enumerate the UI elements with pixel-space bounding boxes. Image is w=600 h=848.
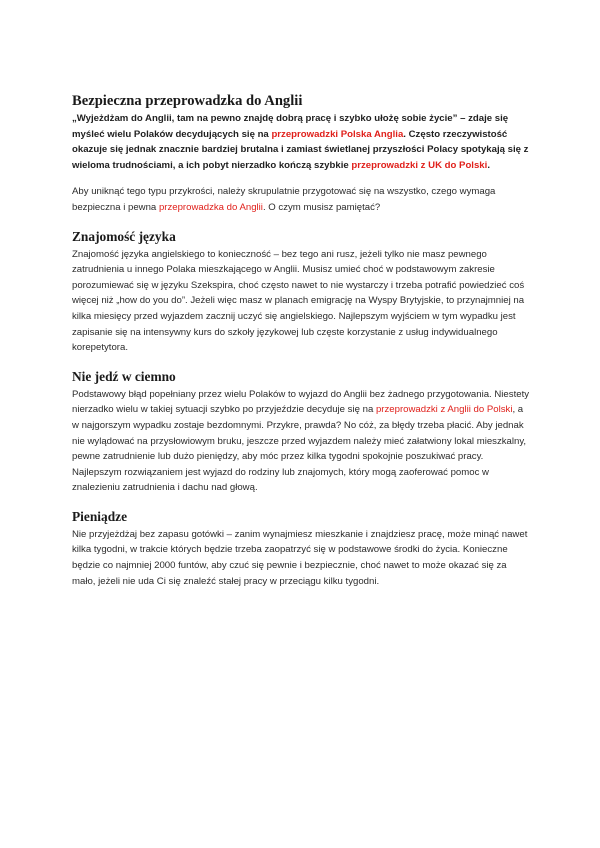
link-przeprowadzka-do-anglii[interactable]: przeprowadzka do Anglii	[158, 201, 263, 213]
section2-text-1: Podstawowy błąd popełniany przez wielu Polaków to wyjazd do Anglii bez żadnego przygotowania. Niestety nierzadko wielu w takiej sytuacji szybko po przyjeździe decyduje się na	[72, 388, 530, 416]
section-text-preparation	[72, 387, 532, 496]
intro-paragraph	[72, 111, 532, 173]
link-przeprowadzki-polska-anglia[interactable]: przeprowadzki Polska Anglia	[271, 128, 404, 140]
section-text-money: Nie przyjeżdżaj bez zapasu gotówki – zanim wynajmiesz mieszkanie i znajdziesz pracę, może minąć nawet kilka tygodni, w trakcie których będzie trzeba zaopatrzyć się w podstawowe środki do życia. Konieczne będzie co najmniej 2000 funtów, aby czuć się pewnie i bezpiecznie, choć nawet to może okazać się za mało, jeżeli nie uda Ci się znaleźć stałej pracy w przeciągu kilku tygodni.	[72, 528, 528, 587]
document-page	[72, 92, 532, 589]
section-heading-language: Znajomość języka	[72, 228, 176, 244]
section-text-language: Znajomość języka angielskiego to konieczność – bez tego ani rusz, jeżeli tylko nie masz pewnego zatrudnienia u innego Polaka mieszkającego w Anglii. Musisz umieć choć w podstawowym zakresie porozumiewać się w języku Szekspira, choć często nawet to nie wystarczy i trzeba potrafić powiedzieć coś więcej niż „how do you do”. Jeżeli więc masz w planach emigrację na Wyspy Brytyjskie, to przynajmniej na kilka miesięcy przed wyjazdem zacznij uczyć się angielskiego. Najlepszym wyjściem w tym wypadku jest zapisanie się na intensywny kurs do szkoły językowej lub częste korzystanie z usług indywidualnego korepetytora.	[72, 248, 525, 354]
second-paragraph	[72, 184, 532, 215]
link-przeprowadzki-uk-polska[interactable]: przeprowadzki z UK do Polski	[351, 159, 488, 171]
section2-text-2: , a w najgorszym wypadku zostaje bezdomnymi. Przykre, prawda? No cóż, za błędy trzeba płacić. Aby jednak nie wylądować na przysłowiowym bruku, jeszcze przed wyjazdem należy mieć załatwiony lokal mieszkalny, pewne zatrudnienie lub dużo pieniędzy, aby móc przez kilka tygodni spokojnie poszukiwać pracy. Najlepszym rozwiązaniem jest wyjazd do rodziny lub znajomych, który mogą zaoferować pomoc w znalezieniu zatrudnienia i dachu nad głową.	[72, 404, 527, 494]
page-title: Bezpieczna przeprowadzka do Anglii	[72, 93, 303, 109]
link-przeprowadzki-anglia-polska[interactable]: przeprowadzki z Anglii do Polski	[375, 404, 513, 416]
intro-text-3: .	[487, 159, 490, 171]
section-heading-money: Pieniądze	[72, 508, 128, 524]
section-heading-preparation: Nie jedź w ciemno	[72, 368, 176, 384]
para2-text-1: Aby uniknąć tego typu przykrości, należy skrupulatnie przygotować się na wszystko, czego wymaga bezpieczna i pewna	[72, 186, 496, 213]
para2-text-2: . O czym musisz pamiętać?	[262, 201, 381, 213]
intro-text-2: . Często rzeczywistość okazuje się jednak znacznie bardziej brutalna i zamiast świetlanej przyszłości Polacy spotykają się z wieloma trudnościami, a ich pobyt nierzadko kończą szybkie	[72, 128, 529, 171]
intro-text-1: „Wyjeżdżam do Anglii, tam na pewno znajdę dobrą pracę i szybko ułożę sobie życie” – zdaje się myśleć wielu Polaków decydujących się na	[72, 113, 509, 140]
